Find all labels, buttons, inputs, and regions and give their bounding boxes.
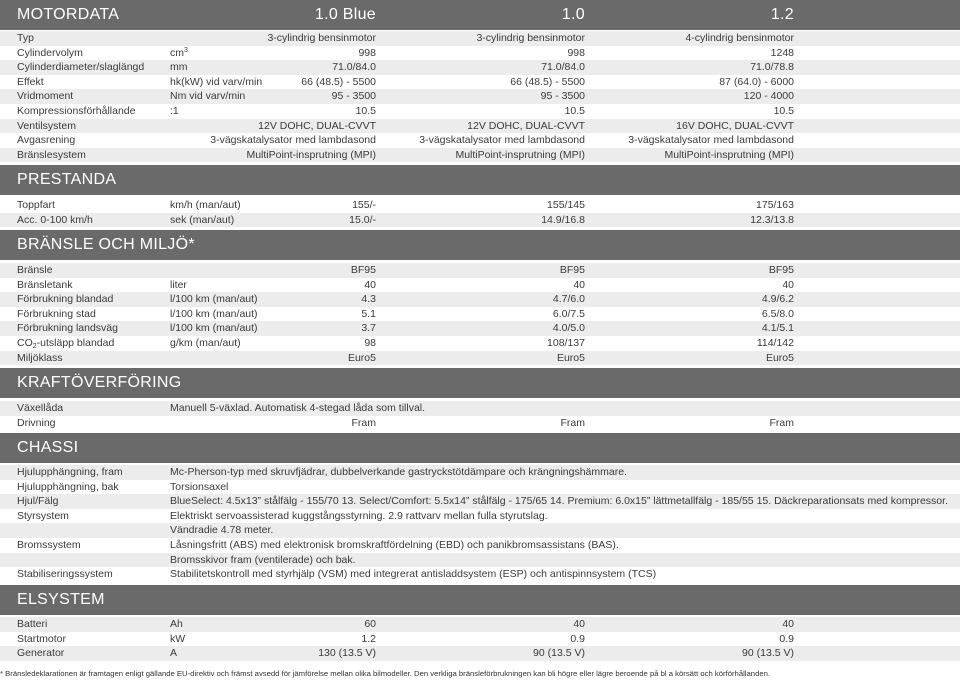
value-col1: 998 [358, 46, 376, 59]
value-col1: 130 (13.5 V) [318, 647, 376, 660]
value-col2: Euro5 [556, 351, 585, 364]
value-col2: 4.7/6.0 [552, 293, 585, 306]
row-unit: $cm^3$ [170, 46, 188, 59]
value-col2: 12V DOHC, DUAL-CVVT [467, 119, 585, 132]
value-col3: 4.1/5.1 [761, 322, 794, 335]
row-label: Miljöklass [17, 351, 63, 364]
spec-row-vandradie [0, 523, 960, 538]
row-unit: l/100 km (man/aut) [170, 307, 258, 320]
row-value: Mc-Pherson-typ med skruvfjädrar, dubbelverkande gastryckstötdämpare och krängningshämmare. [170, 466, 627, 478]
spec-row-bromsskivor [0, 553, 960, 568]
spec-row-effekt [0, 75, 960, 90]
row-label: Växellåda [17, 402, 64, 414]
row-label: Förbrukning landsväg [17, 322, 118, 335]
spec-row-acc [0, 213, 960, 228]
value-col1: 60 [364, 618, 376, 630]
row-label: Hjul/Fälg [17, 495, 59, 508]
value-col3: 10.5 [773, 105, 794, 117]
spec-row-stabilisering [0, 567, 960, 582]
row-label: Vridmoment [17, 90, 74, 103]
row-label: Generator [17, 647, 65, 660]
section-title: ELSYSTEM [17, 591, 105, 608]
spec-row-forbrukning-stad [0, 307, 960, 322]
spec-row-forbrukning-landsvag [0, 321, 960, 336]
row-label: Hjulupphängning, bak [17, 480, 119, 493]
row-unit: g/km (man/aut) [170, 337, 241, 349]
value-col1: MultiPoint-insprutning (MPI) [246, 148, 376, 161]
row-label: Hjulupphängning, fram [17, 466, 123, 478]
value-col3: Euro5 [765, 351, 794, 364]
elsystem-header [0, 585, 960, 615]
spec-row-startmotor [0, 632, 960, 647]
value-col3: 120 - 4000 [743, 90, 794, 103]
row-label: Kompressionsförhållande [17, 105, 136, 117]
row-label: Bromssystem [17, 539, 81, 551]
row-label: Bränslesystem [17, 148, 86, 161]
spec-row-cylindervolym [0, 46, 960, 61]
spec-row-drivning [0, 416, 960, 431]
row-unit: :1 [170, 105, 179, 117]
row-label: Förbrukning blandad [17, 293, 114, 306]
row-unit: l/100 km (man/aut) [170, 293, 258, 306]
spec-row-hjulupphangning-bak [0, 480, 960, 495]
spec-row-bransle [0, 263, 960, 278]
spec-row-toppfart [0, 198, 960, 213]
column-header-1: 1.0 Blue [314, 6, 376, 23]
spec-row-generator [0, 646, 960, 661]
value-col1: 71.0/84.0 [332, 61, 376, 74]
row-unit: liter [170, 278, 187, 291]
section-title: PRESTANDA [17, 171, 117, 188]
row-label: Batteri [17, 618, 48, 630]
row-value: Bromsskivor fram (ventilerade) och bak. [170, 553, 356, 566]
value-col1: 10.5 [355, 105, 376, 117]
value-col3: 175/163 [756, 199, 794, 211]
spec-row-branslesystem [0, 148, 960, 163]
row-value: Stabilitetskontroll med styrhjälp (VSM) med integrerat antisladdsystem (ESP) och antispinnsystem (TCS) [170, 568, 657, 581]
value-col1: 3-cylindrig bensinmotor [267, 32, 376, 44]
row-label: Styrsystem [17, 509, 69, 522]
spec-row-kompression [0, 104, 960, 119]
row-unit: sek (man/aut) [170, 213, 235, 226]
value-col3: 40 [782, 278, 794, 291]
row-unit: km/h (man/aut) [170, 199, 241, 211]
value-col2: 155/145 [547, 199, 585, 211]
value-col1: 12V DOHC, DUAL-CVVT [258, 119, 376, 132]
spec-row-vridmoment [0, 89, 960, 104]
value-col2: 71.0/84.0 [541, 61, 585, 74]
row-label: Startmotor [17, 632, 67, 645]
section-title: CHASSI [17, 439, 79, 456]
row-value: Vändradie 4.78 meter. [170, 524, 274, 537]
bransle-header [0, 230, 960, 260]
value-col2: 3-vägskatalysator med lambdasond [419, 134, 585, 147]
value-col3: MultiPoint-insprutning (MPI) [664, 148, 794, 161]
value-col2: 90 (13.5 V) [533, 647, 585, 660]
value-col1: 95 - 3500 [331, 90, 376, 103]
value-col3: Fram [769, 416, 794, 429]
value-col2: 108/137 [547, 337, 585, 349]
value-col1: 66 (48.5) - 5500 [301, 75, 376, 88]
value-col2: MultiPoint-insprutning (MPI) [455, 148, 585, 161]
value-col1: 5.1 [361, 307, 376, 320]
row-value: Manuell 5-växlad. Automatisk 4-stegad låda som tillval. [170, 402, 426, 414]
spec-row-miljoklass [0, 351, 960, 366]
value-col2: Fram [560, 416, 585, 429]
section-title: MOTORDATA [17, 6, 120, 23]
row-value: Elektriskt servoassisterad kuggstångsstyrning. 2.9 rattvarv mellan fulla styrutslag. [170, 509, 548, 522]
value-col2: 3-cylindrig bensinmotor [476, 32, 585, 44]
row-label: Effekt [17, 75, 44, 88]
value-col1: 3-vägskatalysator med lambdasond [210, 134, 376, 147]
value-col2: 0.9 [570, 632, 585, 645]
value-col2: 14.9/16.8 [541, 213, 585, 226]
value-col1: BF95 [350, 264, 376, 276]
value-col3: 71.0/78.8 [750, 61, 794, 74]
motordata-header [0, 0, 960, 30]
value-col1: 4.3 [361, 293, 376, 306]
value-col2: BF95 [559, 264, 585, 276]
row-value: BlueSelect: 4.5x13” stålfälg - 155/70 13. Select/Comfort: 5.5x14” stålfälg - 175/65 14. Premium: 6.0x15” lättmetallfälg - 185/55 15. Däckreparationsats med kompressor. [170, 495, 948, 508]
row-unit: Nm vid varv/min [170, 90, 246, 103]
column-header-2: 1.0 [561, 6, 585, 23]
value-col2: 66 (48.5) - 5500 [510, 75, 585, 88]
value-col1: 40 [364, 278, 376, 291]
value-col1: 98 [364, 337, 376, 349]
kraftoverforing-header [0, 368, 960, 398]
section-title: BRÄNSLE OCH MILJÖ* [17, 236, 195, 253]
row-label: Förbrukning stad [17, 307, 96, 320]
value-col3: 4-cylindrig bensinmotor [685, 32, 794, 44]
column-header-3: 1.2 [770, 6, 794, 23]
value-col1: Euro5 [347, 351, 376, 364]
value-col2: 40 [573, 618, 585, 630]
spec-row-typ [0, 31, 960, 46]
value-col1: 155/- [352, 199, 376, 211]
row-unit: A [170, 647, 178, 660]
row-label: Bränsletank [17, 278, 73, 291]
value-col2: 998 [567, 46, 585, 59]
value-col3: 3-vägskatalysator med lambdasond [628, 134, 794, 147]
value-col3: 90 (13.5 V) [742, 647, 794, 660]
value-col2: 4.0/5.0 [552, 322, 585, 335]
value-col3: 12.3/13.8 [750, 213, 794, 226]
spec-row-styrsystem [0, 509, 960, 524]
value-col3: 0.9 [779, 632, 794, 645]
spec-row-forbrukning-blandad [0, 292, 960, 307]
value-col3: 6.5/8.0 [761, 307, 794, 320]
value-col1: 15.0/- [349, 213, 376, 226]
spec-row-ventilsystem [0, 119, 960, 134]
row-unit: kW [170, 632, 186, 645]
spec-row-hjulupphangning-fram [0, 465, 960, 480]
value-col2: 95 - 3500 [540, 90, 585, 103]
row-label: Cylindervolym [17, 46, 83, 59]
value-col3: BF95 [768, 264, 794, 276]
spec-row-bromssystem [0, 538, 960, 553]
row-label: Avgasrening [17, 134, 76, 147]
row-unit: Ah [170, 618, 183, 630]
row-value: Låsningsfritt (ABS) med elektronisk bromskraftfördelning (EBD) och panikbromsassistans (BAS). [170, 539, 619, 551]
row-label: Typ [17, 32, 34, 44]
spec-row-vaxellada [0, 401, 960, 416]
footnote: * Bränsledeklarationen är framtagen enligt gällande EU-direktiv och främst avsedd för jämförelse mellan olika bilmodeller. Den verkliga bränsleförbrukningen kan bli högre eller lägre beroende på bl a körsätt och körförhållanden. [0, 669, 771, 678]
spec-row-avgasrening [0, 133, 960, 148]
row-label: Acc. 0-100 km/h [17, 213, 93, 226]
value-col3: 16V DOHC, DUAL-CVVT [676, 119, 794, 132]
row-label: Cylinderdiameter/slaglängd [17, 61, 145, 74]
value-col3: 4.9/6.2 [761, 293, 794, 306]
row-unit: mm [170, 61, 188, 74]
spec-row-co2 [0, 336, 960, 351]
value-col2: 10.5 [564, 105, 585, 117]
spec-row-hjul-falg [0, 494, 960, 509]
value-col3: 40 [782, 618, 794, 630]
row-label: Bränsle [17, 264, 53, 276]
chassi-header [0, 433, 960, 463]
value-col3: 1248 [770, 46, 794, 59]
value-col2: 6.0/7.5 [552, 307, 585, 320]
value-col3: 87 (64.0) - 6000 [719, 75, 794, 88]
row-label: Toppfart [17, 199, 55, 211]
value-col2: 40 [573, 278, 585, 291]
value-col1: 1.2 [361, 632, 376, 645]
row-unit: l/100 km (man/aut) [170, 322, 258, 335]
prestanda-header [0, 165, 960, 195]
row-unit: hk(kW) vid varv/min [170, 75, 263, 88]
row-label: Stabiliseringssystem [17, 568, 113, 581]
value-col3: 114/142 [756, 337, 794, 349]
value-col1: Fram [351, 416, 376, 429]
section-title: KRAFTÖVERFÖRING [17, 374, 182, 391]
spec-row-cylinderdiameter [0, 60, 960, 75]
spec-row-batteri [0, 617, 960, 632]
row-value: Torsionsaxel [170, 480, 229, 493]
row-label: Ventilsystem [17, 119, 76, 132]
row-label: Drivning [17, 416, 56, 429]
value-col1: 3.7 [361, 322, 376, 335]
row-label: $CO_2$-utsläpp blandad [17, 337, 115, 350]
spec-row-bransletank [0, 278, 960, 293]
